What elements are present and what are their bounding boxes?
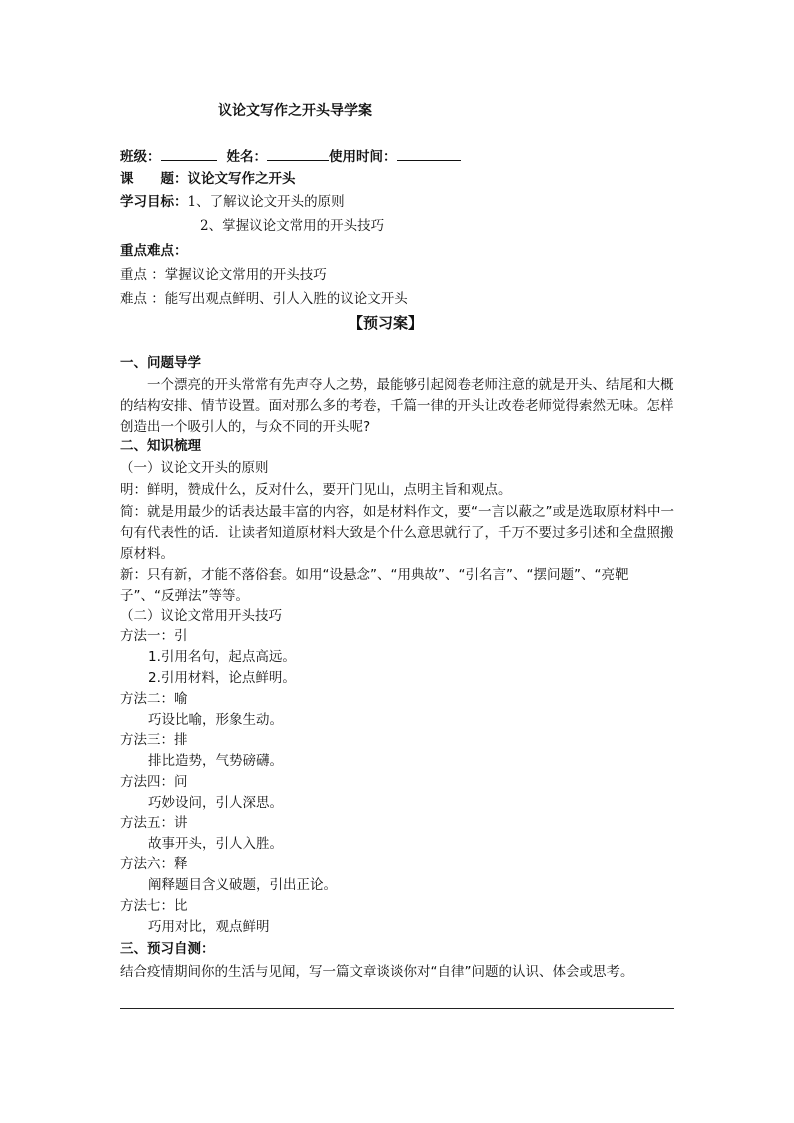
name-label: 姓名： — [226, 149, 267, 165]
method-1: 方法一：引 — [120, 628, 188, 644]
method-6: 方法六：释 — [120, 856, 188, 872]
method-3: 方法三：排 — [120, 732, 188, 748]
preview-title: 【预习案】 — [348, 314, 424, 332]
method-5: 方法五：讲 — [120, 815, 188, 831]
method-4a: 巧妙设问，引人深思。 — [148, 795, 283, 811]
method-3a: 排比造势，气势磅礴。 — [148, 753, 283, 769]
class-label: 班级： — [120, 149, 161, 165]
method-7: 方法七：比 — [120, 898, 188, 914]
sec3-heading: 三、预习自测： — [120, 941, 215, 957]
method-7a: 巧用对比，观点鲜明 — [148, 919, 270, 935]
time-blank[interactable] — [397, 146, 461, 161]
principle-jian: 简：就是用最少的话表达最丰富的内容，如是材料作文，要“一言以蔽之”或是选取原材料中一句有代表性的话．让读者知道原材料大致是个什么意思就行了，千万不要过多引述和全盘照搬原材料。 — [120, 504, 674, 562]
method-2a: 巧设比喻，形象生动。 — [148, 712, 283, 728]
method-6a: 阐释题目含义破题，引出正论。 — [148, 877, 337, 893]
info-line — [120, 146, 461, 166]
method-4: 方法四：问 — [120, 774, 188, 790]
method-1a: 1.引用名句，起点高远。 — [148, 649, 296, 665]
topic-label: 课 题： — [120, 171, 188, 187]
topic-value: 议论文写作之开头 — [187, 171, 296, 187]
method-1b: 2.引用材料，论点鲜明。 — [148, 670, 296, 686]
topic-line — [120, 170, 296, 188]
doc-title: 议论文写作之开头导学案 — [218, 103, 372, 119]
sec2-heading: 二、知识梳理 — [120, 438, 201, 454]
goals-label: 学习目标： — [120, 194, 188, 210]
sec3-paragraph: 结合疫情期间你的生活与见闻，写一篇文章谈谈你对“自律”问题的认识、体会或思考。 — [120, 964, 634, 980]
time-label: 使用时间： — [329, 149, 397, 165]
goal-2: 2、掌握议论文常用的开头技巧 — [200, 218, 385, 234]
method-5a: 故事开头，引人入胜。 — [148, 836, 283, 852]
name-blank[interactable] — [267, 146, 329, 161]
method-2: 方法二：喻 — [120, 691, 188, 707]
class-blank[interactable] — [161, 146, 217, 161]
difficulty: 难点 ：能写出观点鲜明、引人入胜的议论文开头 — [120, 291, 408, 307]
principle-xin: 新：只有新，才能不落俗套。如用“设悬念”、“用典故”、“引名言”、“摆问题”、“亮靶子”、“反弹法”等等。 — [120, 567, 629, 604]
key-point: 重点 ：掌握议论文常用的开头技巧 — [120, 267, 327, 283]
sec1-heading: 一、问题导学 — [120, 355, 201, 371]
principle-ming: 明：鲜明，赞成什么，反对什么，要开门见山，点明主旨和观点。 — [120, 482, 512, 498]
goals-line — [120, 193, 345, 211]
key-label: 重点难点： — [120, 243, 188, 259]
goal-1: 1、了解议论文开头的原则 — [187, 194, 345, 210]
bottom-divider — [120, 1008, 674, 1009]
sec2-sub2: （二）议论文常用开头技巧 — [120, 608, 282, 624]
sec1-paragraph: 一个漂亮的开头常常有先声夺人之势，最能够引起阅卷老师注意的就是开头、结尾和大概的结构安排、情节设置。面对那么多的考卷，千篇一律的开头让改卷老师觉得索然无味。怎样创造出一个吸引人的，与众不同的开头呢? — [120, 377, 674, 435]
sec2-sub1: （一）议论文开头的原则 — [120, 460, 269, 476]
